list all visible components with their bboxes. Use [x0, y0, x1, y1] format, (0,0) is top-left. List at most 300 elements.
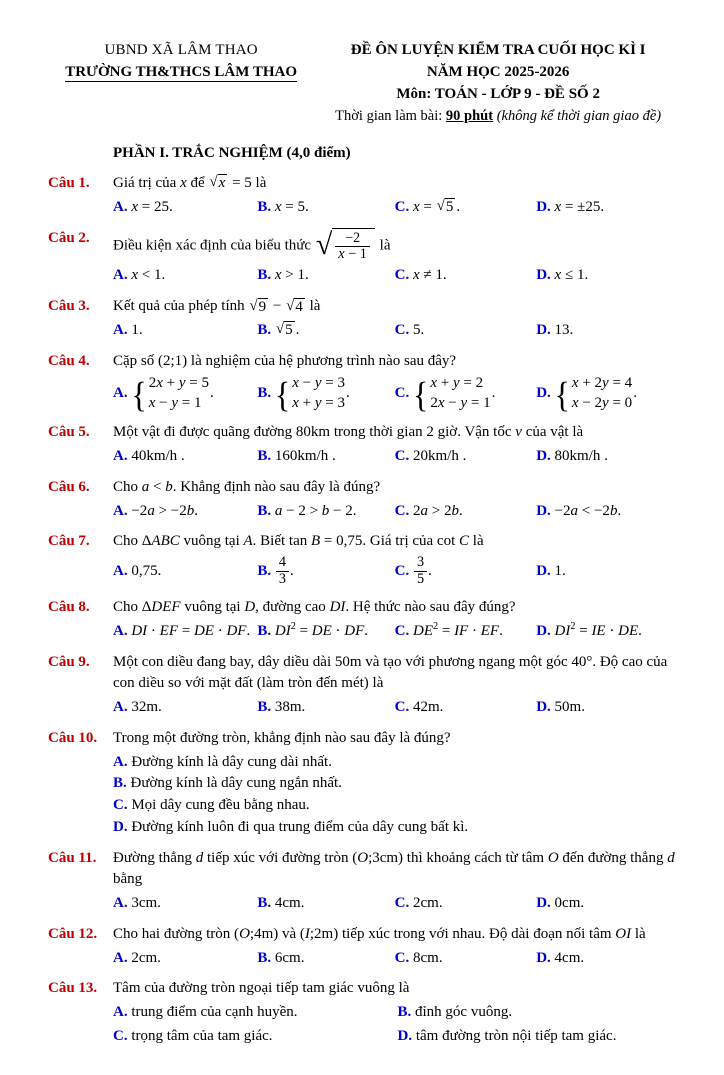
- option-letter: A.: [113, 949, 128, 966]
- option-text: $DI^2$ = IE · DE.: [554, 620, 642, 639]
- math-variable: x: [131, 198, 139, 215]
- option-letter: D.: [536, 562, 551, 579]
- option-text: DI · EF = DE · DF.: [131, 622, 251, 639]
- option-B: [113, 773, 682, 795]
- math-variable: EF: [480, 622, 500, 639]
- math-variable: d: [195, 849, 204, 866]
- option-text: x = 5.: [274, 198, 309, 215]
- math-variable: DE: [193, 622, 214, 639]
- math-variable: d: [667, 849, 675, 866]
- question-label: Câu 12.: [48, 925, 98, 942]
- option-D: [536, 621, 682, 643]
- option-C: [395, 265, 537, 287]
- math-variable: x: [413, 198, 420, 215]
- option-text: x > 1.: [274, 267, 309, 284]
- math-variable: x: [292, 375, 299, 392]
- system-row: x + 2y = 4: [571, 375, 633, 392]
- option-A: [113, 948, 257, 970]
- option-letter: D.: [536, 198, 551, 215]
- radical-sign: √: [275, 321, 285, 338]
- question-label: Câu 1.: [48, 175, 90, 192]
- option-letter: B.: [257, 622, 272, 639]
- question-2: [48, 228, 682, 288]
- option-text: 1.: [554, 562, 566, 579]
- question-head: [48, 228, 682, 264]
- option-text: Mọi dây cung đều bằng nhau.: [131, 797, 310, 814]
- option-D: [536, 697, 682, 719]
- option-C: [395, 948, 537, 970]
- option-A: [113, 697, 257, 719]
- math-variable: y: [453, 375, 460, 392]
- option-letter: D.: [536, 895, 551, 912]
- radical-sign: √: [249, 297, 258, 314]
- school-name: TRƯỜNG TH&THCS LÂM THAO: [65, 63, 298, 80]
- option-letter: C.: [394, 321, 410, 338]
- question-head: [48, 728, 682, 750]
- option-text: Đường kính là dây cung ngắn nhất.: [130, 775, 342, 792]
- square-root: [209, 174, 227, 192]
- math-variable: a: [141, 478, 150, 495]
- option-text: 0cm.: [554, 895, 585, 912]
- option-B: [257, 265, 394, 287]
- left-brace: {: [131, 373, 147, 415]
- math-variable: DE: [413, 622, 433, 639]
- option-C: [395, 501, 537, 523]
- option-letter: C.: [394, 198, 410, 215]
- option-text: 13.: [554, 321, 574, 338]
- option-text: 50m.: [554, 699, 585, 716]
- question-label: Câu 9.: [48, 653, 90, 670]
- question-options: [113, 948, 682, 970]
- math-variable: b: [186, 502, 195, 519]
- math-variable: x: [413, 267, 420, 284]
- option-letter: B.: [257, 385, 272, 402]
- option-text: 1.: [131, 321, 143, 338]
- option-letter: C.: [394, 502, 410, 519]
- exponent: 2: [290, 620, 296, 632]
- question-10: [48, 728, 682, 839]
- numerator: 4: [276, 555, 289, 572]
- math-variable: x: [554, 267, 562, 284]
- numerator: −2: [335, 231, 370, 248]
- section-title: PHẦN I. TRẮC NGHIỆM (4,0 điểm): [113, 145, 351, 162]
- option-B: [257, 555, 394, 588]
- option-letter: D.: [536, 321, 551, 338]
- option-B: [257, 948, 394, 970]
- math-variable: OI: [615, 925, 632, 942]
- option-letter: C.: [113, 1027, 128, 1044]
- option-letter: C.: [113, 797, 128, 814]
- option-text: 38m.: [274, 699, 306, 716]
- question-head: [48, 652, 682, 696]
- option-letter: B.: [257, 895, 272, 912]
- question-label: Câu 2.: [48, 229, 90, 246]
- math-variable: DEF: [151, 599, 181, 616]
- math-variable: IE: [591, 622, 606, 639]
- system-row: 2x + y = 5: [148, 375, 209, 392]
- option-text: 2cm.: [413, 895, 443, 912]
- option-B: [257, 893, 394, 915]
- math-variable: x: [274, 198, 282, 215]
- option-letter: A.: [113, 1004, 128, 1021]
- question-options: [113, 697, 682, 719]
- math-variable: DE: [311, 622, 332, 639]
- math-variable: x: [218, 175, 226, 192]
- option-C: [395, 621, 537, 643]
- option-B: [257, 697, 394, 719]
- math-variable: x: [131, 267, 139, 284]
- subject-line: Môn: TOÁN - LỚP 9 - ĐỀ SỐ 2: [396, 85, 600, 102]
- math-variable: b: [451, 502, 459, 519]
- option-letter: C.: [394, 448, 410, 465]
- question-label: Câu 10.: [48, 729, 98, 746]
- equation-system: [275, 374, 345, 413]
- math-variable: A: [243, 533, 253, 550]
- option-text: 6cm.: [274, 949, 305, 966]
- option-A: [113, 374, 257, 413]
- option-text: 42m.: [413, 699, 444, 716]
- math-variable: y: [602, 375, 609, 392]
- radicand: 9: [258, 298, 267, 315]
- square-root: [249, 298, 268, 316]
- system-row: x − y = 1: [148, 394, 202, 411]
- option-A: [113, 501, 257, 523]
- math-variable: O: [357, 849, 369, 866]
- option-text: đỉnh góc vuông.: [415, 1004, 513, 1021]
- question-options: [113, 320, 682, 342]
- question-6: [48, 477, 682, 523]
- option-letter: B.: [397, 1004, 412, 1021]
- option-text: trung điểm của cạnh huyền.: [131, 1004, 298, 1021]
- equation-system: [555, 374, 633, 413]
- option-B: [398, 1002, 683, 1024]
- math-variable: y: [314, 394, 322, 411]
- option-letter: C.: [394, 563, 410, 580]
- option-D: [536, 446, 682, 468]
- option-letter: B.: [257, 267, 272, 284]
- question-5: [48, 422, 682, 468]
- math-variable: b: [609, 502, 618, 519]
- option-text: 3cm.: [131, 895, 161, 912]
- option-B: [257, 197, 394, 219]
- option-letter: C.: [394, 622, 410, 639]
- radicand: 4: [295, 298, 303, 315]
- option-C: [395, 320, 537, 342]
- option-text: 5.: [413, 321, 425, 338]
- option-C: [395, 697, 537, 719]
- radical-sign: √: [209, 174, 218, 191]
- option-letter: A.: [113, 267, 128, 284]
- option-letter: C.: [394, 699, 410, 716]
- fraction: [275, 555, 290, 588]
- exponent: 2: [433, 620, 439, 632]
- option-letter: A.: [113, 321, 128, 338]
- question-label: Câu 13.: [48, 980, 98, 997]
- radical-sign: √: [286, 297, 295, 314]
- option-text: 4cm.: [554, 949, 585, 966]
- math-variable: x: [338, 246, 345, 263]
- option-letter: D.: [113, 818, 128, 835]
- option-text: x = ±25.: [554, 198, 605, 215]
- option-letter: A.: [113, 753, 128, 770]
- math-variable: a: [147, 502, 155, 519]
- question-text: Tâm của đường tròn ngoại tiếp tam giác vuông là: [113, 980, 410, 997]
- option-letter: D.: [536, 949, 551, 966]
- option-letter: A.: [113, 448, 128, 465]
- question-12: [48, 924, 682, 970]
- exam-title: ĐỀ ÔN LUYỆN KIỂM TRA CUỐI HỌC KÌ I: [350, 42, 646, 58]
- issuing-authority: UBND XÃ LÂM THAO: [104, 42, 258, 58]
- question-13: [48, 978, 682, 1047]
- option-text: { x + y = 2 2x − y = 1 .: [413, 373, 496, 415]
- question-options: [113, 265, 682, 287]
- question-label: Câu 3.: [48, 298, 90, 315]
- header-left: [48, 40, 314, 127]
- option-letter: A.: [113, 385, 128, 402]
- option-C: [113, 795, 682, 817]
- time-duration: 90 phút: [445, 108, 494, 125]
- option-text: 0,75.: [131, 562, 162, 579]
- math-variable: B: [311, 533, 321, 550]
- math-variable: O: [239, 925, 250, 942]
- option-letter: A.: [113, 198, 128, 215]
- option-text: 80km/h .: [554, 448, 608, 465]
- school-year: NĂM HỌC 2025-2026: [426, 63, 570, 80]
- math-variable: x: [430, 375, 438, 392]
- math-variable: a: [274, 502, 283, 519]
- option-letter: A.: [113, 622, 128, 639]
- question-1: [48, 173, 682, 219]
- question-label: Câu 8.: [48, 599, 90, 616]
- question-head: [48, 351, 682, 373]
- option-text: { 2x + y = 5 x − y = 1 .: [131, 373, 214, 415]
- question-3: [48, 296, 682, 342]
- question-options: [113, 893, 682, 915]
- option-letter: C.: [394, 949, 410, 966]
- question-text: Cho ΔABC vuông tại A. Biết tan B = 0,75. Giá trị của cot C là: [113, 533, 484, 550]
- option-C: [395, 374, 537, 413]
- question-label: Câu 5.: [48, 424, 90, 441]
- math-variable: x: [148, 394, 156, 411]
- option-text: 32m.: [131, 699, 162, 716]
- square-root: [286, 298, 305, 316]
- option-B: [257, 320, 394, 342]
- system-rows: [430, 374, 490, 413]
- time-limit-line: [314, 106, 682, 127]
- option-text: 2cm.: [131, 949, 161, 966]
- option-text: $DI^2$ = DE · DF.: [274, 620, 369, 639]
- option-A: [113, 446, 257, 468]
- system-row: x − y = 3: [292, 375, 346, 392]
- denominator: x − 1: [338, 246, 367, 263]
- square-root: [316, 228, 375, 264]
- system-row: x + y = 2: [430, 375, 484, 392]
- option-text: $\frac{3}{5}$ .: [413, 563, 432, 579]
- option-D: [536, 265, 682, 287]
- radical-sign: √: [315, 228, 333, 262]
- question-text: Giá trị của x để √ x = 5 là: [113, 174, 267, 192]
- radicand: 5: [445, 199, 454, 216]
- math-variable: ABC: [151, 533, 180, 550]
- option-letter: A.: [113, 699, 128, 716]
- math-variable: v: [515, 424, 522, 441]
- option-D: [536, 320, 682, 342]
- option-A: [113, 320, 257, 342]
- option-text: $DE^2$ = IF · EF.: [413, 620, 503, 639]
- math-variable: C: [459, 533, 470, 550]
- radical-sign: √: [436, 198, 445, 215]
- radicand: 5: [285, 322, 293, 339]
- math-variable: O: [547, 849, 559, 866]
- option-D: [536, 197, 682, 219]
- option-text: −2a > −2b.: [131, 502, 198, 519]
- math-variable: DI: [131, 622, 148, 639]
- time-prefix: Thời gian làm bài:: [335, 108, 446, 125]
- option-C: [395, 197, 537, 219]
- option-text: $\frac{4}{3}$ .: [275, 563, 294, 579]
- option-text: x = √ 5 .: [413, 198, 461, 216]
- question-head: [48, 848, 682, 892]
- option-C: [113, 1026, 398, 1048]
- option-D: [113, 817, 682, 839]
- question-text: Điều kiện xác định của biểu thức √ $\frac{-2}{x - 1}$ là: [113, 228, 391, 263]
- system-rows: [149, 374, 209, 413]
- question-label: Câu 6.: [48, 478, 90, 495]
- math-variable: DI: [554, 622, 571, 639]
- system-row: 2x − y = 1: [430, 394, 491, 411]
- math-variable: b: [321, 502, 330, 519]
- left-brace: {: [274, 373, 291, 415]
- option-B: [257, 446, 394, 468]
- option-letter: A.: [113, 895, 128, 912]
- math-variable: x: [571, 394, 579, 411]
- question-text: Cho a < b. Khẳng định nào sau đây là đúng?: [113, 478, 381, 495]
- option-text: Đường kính luôn đi qua trung điểm của dây cung bất kì.: [131, 818, 469, 835]
- option-C: [395, 555, 537, 588]
- left-brace: {: [413, 373, 429, 415]
- option-text: Đường kính là dây cung dài nhất.: [131, 753, 332, 770]
- math-variable: x: [554, 198, 562, 215]
- question-text: Trong một đường tròn, khẳng định nào sau đây là đúng?: [113, 729, 451, 746]
- option-letter: D.: [536, 502, 551, 519]
- math-variable: y: [171, 394, 179, 411]
- equation-system: [413, 374, 491, 413]
- denominator: 3: [278, 571, 286, 588]
- questions: [48, 173, 682, 1048]
- option-letter: B.: [257, 198, 272, 215]
- question-text: Cho ΔDEF vuông tại D, đường cao DI. Hệ thức nào sau đây đúng?: [113, 599, 516, 616]
- option-letter: D.: [536, 267, 551, 284]
- option-letter: D.: [536, 385, 551, 402]
- option-letter: D.: [536, 622, 551, 639]
- math-variable: x: [292, 394, 299, 411]
- question-options: [113, 446, 682, 468]
- question-options: [113, 374, 682, 413]
- question-text: Đường thẳng d tiếp xúc với đường tròn (O;3cm) thì khoảng cách từ tâm O đến đường thẳng d bằng: [113, 849, 675, 888]
- option-text: 8cm.: [413, 949, 443, 966]
- option-text: a − 2 > b − 2.: [274, 502, 357, 519]
- question-label: Câu 4.: [48, 352, 90, 369]
- question-text: Cho hai đường tròn (O;4m) và (I;2m) tiếp xúc trong với nhau. Độ dài đoạn nối tâm OI là: [113, 925, 646, 942]
- option-text: 20km/h .: [413, 448, 467, 465]
- option-text: 160km/h .: [274, 448, 336, 465]
- question-head: [48, 597, 682, 619]
- header-right: [314, 40, 682, 127]
- question-head: [48, 296, 682, 318]
- math-variable: DI: [329, 599, 346, 616]
- math-variable: x: [571, 375, 579, 392]
- question-options: [113, 197, 682, 219]
- math-variable: EF: [159, 622, 178, 639]
- option-D: [536, 948, 682, 970]
- question-head: [48, 924, 682, 946]
- question-11: [48, 848, 682, 915]
- math-variable: DF: [344, 622, 365, 639]
- option-text: √ 5 .: [275, 321, 300, 339]
- option-letter: A.: [113, 502, 128, 519]
- option-C: [395, 893, 537, 915]
- option-D: [536, 561, 682, 583]
- math-variable: a: [570, 502, 579, 519]
- math-variable: D: [244, 599, 256, 616]
- question-head: [48, 978, 682, 1000]
- option-text: { x + 2y = 4 x − 2y = 0 .: [554, 373, 637, 415]
- option-D: [398, 1026, 683, 1048]
- option-letter: A.: [113, 562, 128, 579]
- system-row: x − 2y = 0: [571, 394, 633, 411]
- question-head: [48, 173, 682, 195]
- option-B: [257, 374, 394, 413]
- math-variable: y: [178, 375, 186, 392]
- math-variable: x: [156, 375, 163, 392]
- option-text: tâm đường tròn nội tiếp tam giác.: [415, 1027, 617, 1044]
- question-text: Kết quả của phép tính √ 9 − √ 4 là: [113, 297, 321, 315]
- math-variable: x: [274, 267, 282, 284]
- option-A: [113, 752, 682, 774]
- option-D: [536, 893, 682, 915]
- option-A: [113, 893, 257, 915]
- option-letter: B.: [257, 448, 272, 465]
- question-text: Một con diều đang bay, dây diều dài 50m và tạo với phương ngang một góc 40°. Độ cao của con diều so với mặt đất (làm tròn đến mét) là: [113, 653, 668, 692]
- question-options: [113, 1002, 682, 1048]
- equation-system: [131, 374, 209, 413]
- option-text: 4cm.: [274, 895, 305, 912]
- option-letter: D.: [536, 448, 551, 465]
- option-text: { x − y = 3 x + y = 3 .: [274, 373, 350, 415]
- option-letter: D.: [397, 1027, 413, 1044]
- question-label: Câu 7.: [48, 533, 90, 550]
- question-options: [113, 752, 682, 839]
- option-C: [395, 446, 537, 468]
- document-header: [48, 40, 682, 127]
- left-brace: {: [554, 373, 570, 415]
- math-variable: a: [420, 502, 428, 519]
- math-variable: IF: [454, 622, 469, 639]
- option-D: [536, 374, 682, 413]
- option-letter: B.: [257, 563, 272, 580]
- option-text: trọng tâm của tam giác.: [131, 1027, 273, 1044]
- question-options: [113, 621, 682, 643]
- option-text: 2a > 2b.: [413, 502, 463, 519]
- option-A: [113, 1002, 398, 1024]
- denominator: 5: [417, 571, 425, 588]
- option-A: [113, 197, 257, 219]
- option-B: [257, 621, 394, 643]
- option-A: [113, 561, 257, 583]
- math-variable: x: [437, 394, 445, 411]
- option-letter: B.: [257, 321, 272, 338]
- option-letter: B.: [113, 775, 127, 792]
